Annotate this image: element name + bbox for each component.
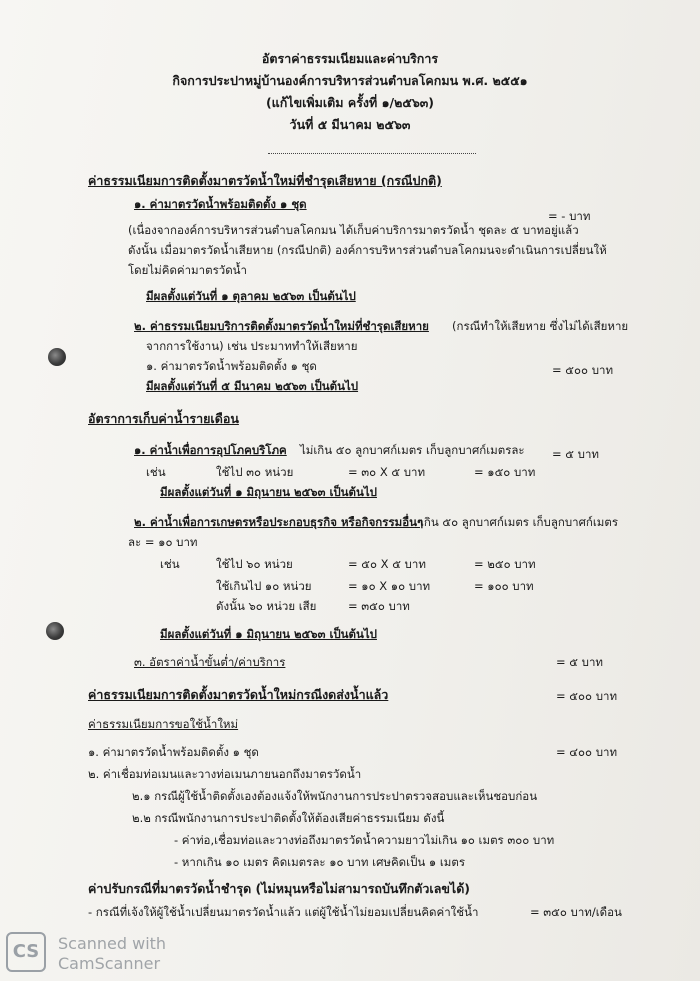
s2-item1-effective: มีผลตั้งแต่วันที่ ๑ มิถุนายน ๒๕๖๓ เป็นต้นไป: [160, 485, 377, 499]
doc-title-2: กิจการประปาหมู่บ้านองค์การบริหารส่วนตำบลโคกมน พ.ศ. ๒๕๕๑: [172, 73, 528, 88]
punch-hole-bottom: [46, 622, 64, 640]
watermark-line-1: Scanned with: [58, 934, 167, 953]
s4-item1-price: = ๔๐๐ บาท: [556, 745, 618, 759]
s2-item2-rest: เกิน ๕๐ ลูกบาศก์เมตร เก็บลูกบาศก์เมตร: [420, 515, 619, 529]
section-5-heading: ค่าปรับกรณีที่มาตรวัดน้ำชำรุด (ไม่หมุนหรือไม่สามารถบันทึกตัวเลขได้): [88, 881, 471, 896]
s5-price: = ๓๕๐ บาท/เดือน: [530, 905, 622, 919]
s1-item2-title: ๒. ค่าธรรมเนียมบริการติดตั้งมาตรวัดน้ำใหม่ที่ชำรุดเสียหาย: [134, 319, 429, 333]
s2-item2-title: ๒. ค่าน้ำเพื่อการเกษตรหรือประกอบธุรกิจ หรือกิจกรรมอื่นๆ: [134, 515, 424, 529]
s1-item1-desc2: ดังนั้น เมื่อมาตรวัดน้ำเสียหาย (กรณีปกติ) องค์การบริหารส่วนตำบลโคกมนจะดำเนินการเปลี่ยนให้: [128, 243, 607, 257]
s1-item1-effective: มีผลตั้งแต่วันที่ ๑ ตุลาคม ๒๕๖๓ เป็นต้นไป: [146, 289, 356, 303]
s1-item2-price: = ๕๐๐ บาท: [552, 363, 614, 377]
section-4-heading: ค่าธรรมเนียมการขอใช้น้ำใหม่: [88, 717, 239, 731]
dotted-divider: [268, 152, 476, 154]
section-1-heading: ค่าธรรมเนียมการติดตั้งมาตรวัดน้ำใหม่ที่ชำรุดเสียหาย (กรณีปกติ): [88, 173, 442, 188]
doc-title-1: อัตราค่าธรรมเนียมและค่าบริการ: [261, 51, 439, 66]
s2-ex2-total2: = ๑๐๐ บาท: [474, 579, 534, 593]
s4-item2: ๒. ค่าเชื่อมท่อเมนและวางท่อเมนภายนอกถึงมาตรวัดน้ำ: [88, 767, 362, 781]
s2-item2-effective: มีผลตั้งแต่วันที่ ๑ มิถุนายน ๒๕๖๓ เป็นต้นไป: [160, 627, 377, 641]
s2-ex2-use3: ดังนั้น ๖๐ หน่วย เสีย: [216, 599, 317, 613]
s1-item1-title: ๑. ค่ามาตรวัดน้ำพร้อมติดตั้ง ๑ ชุด: [134, 197, 307, 211]
s2-ex2-use2: ใช้เกินไป ๑๐ หน่วย: [216, 579, 312, 593]
s1-item1-desc1: (เนื่องจากองค์การบริหารส่วนตำบลโคกมน ได้เก็บค่าบริการมาตรวัดน้ำ ชุดละ ๕ บาทอยู่แล้ว: [128, 223, 579, 237]
s2-item1-title: ๑. ค่าน้ำเพื่อการอุปโภคบริโภค: [134, 443, 287, 457]
s4-item2-1: ๒.๑ กรณีผู้ใช้น้ำติดตั้งเองต้องแจ้งให้พนักงานการประปาตรวจสอบและเห็นชอบก่อน: [132, 789, 538, 803]
s2-ex2-calc2: = ๑๐ X ๑๐ บาท: [348, 579, 431, 593]
s1-item1-desc3: โดยไม่คิดค่ามาตรวัดน้ำ: [128, 263, 247, 277]
s2-ex1-use: ใช้ไป ๓๐ หน่วย: [216, 465, 294, 479]
s2-item3-title: ๓. อัตราค่าน้ำขั้นต่ำ/ค่าบริการ: [134, 655, 286, 669]
s4-item2-2b: - หากเกิน ๑๐ เมตร คิดเมตรละ ๑๐ บาท เศษคิดเป็น ๑ เมตร: [174, 855, 465, 869]
s2-ex2-total1: = ๒๕๐ บาท: [474, 557, 536, 571]
s2-ex2-label: เช่น: [160, 557, 180, 571]
s5-item: - กรณีที่เจ้งให้ผู้ใช้น้ำเปลี่ยนมาตรวัดน้ำแล้ว แต่ผู้ใช้น้ำไม่ยอมเปลี่ยนคิดค่าใช้น้ำ: [88, 905, 479, 919]
s2-ex1-total: = ๑๕๐ บาท: [474, 465, 536, 479]
doc-date: วันที่ ๕ มีนาคม ๒๕๖๓: [289, 117, 411, 132]
watermark-line-2: CamScanner: [58, 954, 161, 973]
punch-hole-top: [48, 348, 66, 366]
s2-item2-rate: ละ = ๑๐ บาท: [128, 535, 198, 549]
s1-item2-desc: จากการใช้งาน) เช่น ประมาททำให้เสียหาย: [146, 339, 358, 353]
s2-ex2-calc1: = ๕๐ X ๕ บาท: [348, 557, 426, 571]
s2-ex2-use1: ใช้ไป ๖๐ หน่วย: [216, 557, 293, 571]
s2-ex2-calc3: = ๓๕๐ บาท: [348, 599, 410, 613]
s1-item2-effective: มีผลตั้งแต่วันที่ ๕ มีนาคม ๒๕๖๓ เป็นต้นไป: [146, 379, 359, 393]
s2-item1-price: = ๕ บาท: [552, 447, 599, 461]
s4-item2-2a: - ค่าท่อ,เชื่อมท่อและวางท่อถึงมาตรวัดน้ำความยาวไม่เกิน ๑๐ เมตร ๓๐๐ บาท: [174, 833, 555, 847]
s4-item1: ๑. ค่ามาตรวัดน้ำพร้อมติดตั้ง ๑ ชุด: [88, 745, 259, 759]
s4-item2-2: ๒.๒ กรณีพนักงานการประปาติดตั้งให้ต้องเสียค่าธรรมเนียม ดังนี้: [132, 811, 445, 825]
s1-item2-note: (กรณีทำให้เสียหาย ซึ่งไม่ได้เสียหาย: [452, 319, 629, 333]
section-2-heading: อัตราการเก็บค่าน้ำรายเดือน: [88, 411, 239, 426]
s3-price: = ๕๐๐ บาท: [556, 689, 618, 703]
s2-ex1-calc: = ๓๐ X ๕ บาท: [348, 465, 426, 479]
doc-title-3: (แก้ไขเพิ่มเติม ครั้งที่ ๑/๒๕๖๓): [265, 95, 435, 110]
s2-ex1-label: เช่น: [146, 465, 166, 479]
s1-item1-price: = - บาท: [548, 209, 591, 223]
s2-item1-rest: ไม่เกิน ๕๐ ลูกบาศก์เมตร เก็บลูกบาศก์เมตรละ: [300, 443, 525, 457]
s2-item3-price: = ๕ บาท: [556, 655, 603, 669]
camscanner-logo-icon: CS: [6, 932, 46, 972]
s1-item2-sub: ๑. ค่ามาตรวัดน้ำพร้อมติดตั้ง ๑ ชุด: [146, 359, 317, 373]
section-3-heading: ค่าธรรมเนียมการติดตั้งมาตรวัดน้ำใหม่กรณีงดส่งน้ำแล้ว: [88, 687, 389, 702]
